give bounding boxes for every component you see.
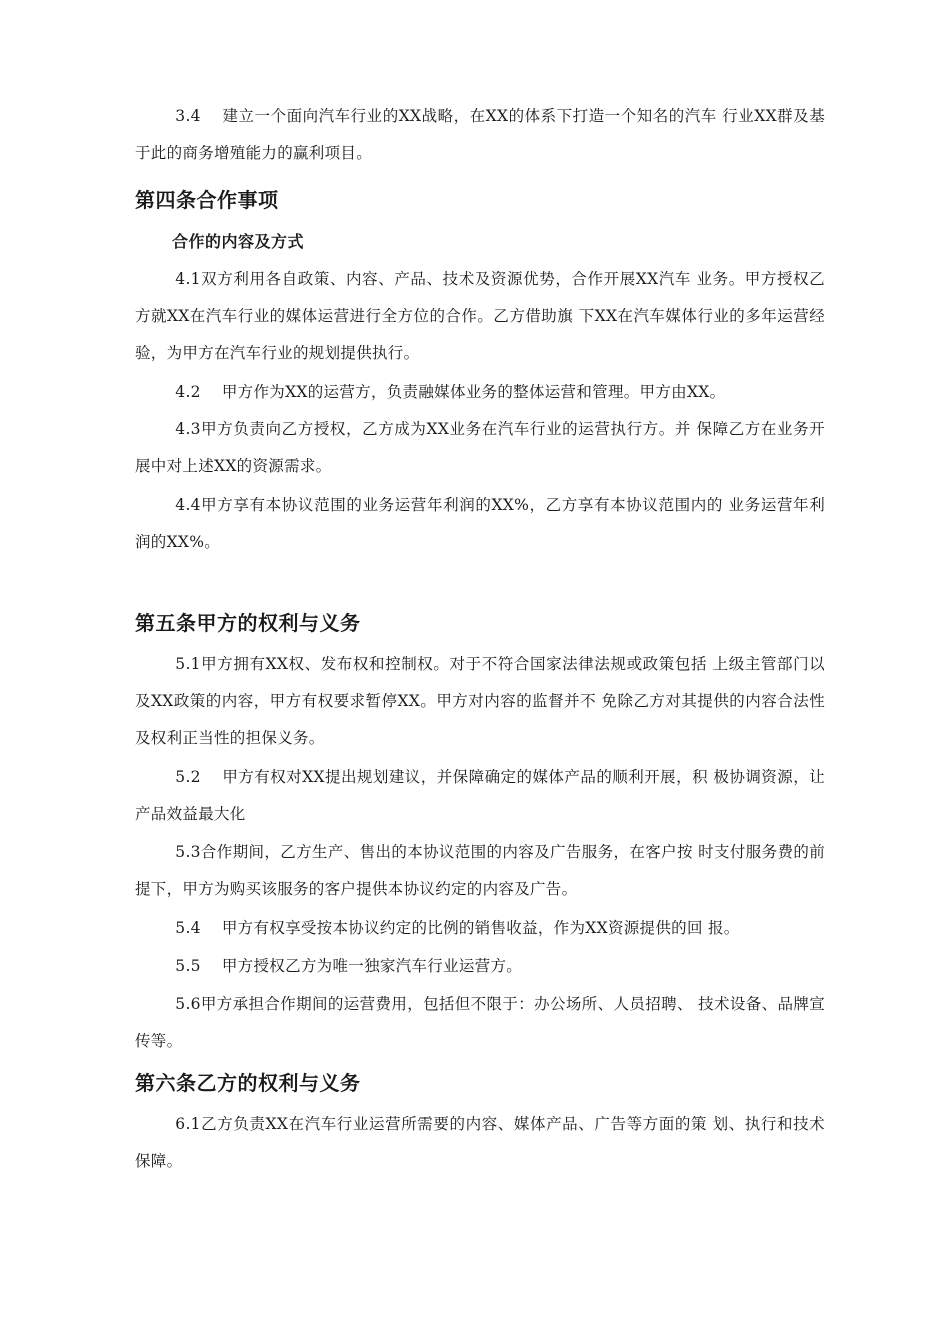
section-6-title: 第六条乙方的权利与义务 xyxy=(135,1071,361,1095)
clause-5-6: 5.6甲方承担合作期间的运营费用，包括但不限于：办公场所、人员招聘、 技术设备、品牌宣传等。 xyxy=(135,995,825,1050)
clause-4-3: 4.3甲方负责向乙方授权，乙方成为XX业务在汽车行业的运营执行方。并 保障乙方在业务开展中对上述XX的资源需求。 xyxy=(135,420,825,475)
clause-5-3: 5.3合作期间，乙方生产、售出的本协议范围的内容及广告服务，在客户按 时支付服务费的前提下，甲方为购买该服务的客户提供本协议约定的内容及广告。 xyxy=(135,843,825,898)
clause-5-2: 5.2 甲方有权对XX提出规划建议，并保障确定的媒体产品的顺利开展，积 极协调资源，让产品效益最大化 xyxy=(135,768,825,823)
section-4-title: 第四条合作事项 xyxy=(135,188,279,212)
clause-4-4: 4.4甲方享有本协议范围的业务运营年利润的XX%，乙方享有本协议范围内的 业务运营年利润的XX%。 xyxy=(135,496,825,551)
clause-4-1: 4.1双方利用各自政策、内容、产品、技术及资源优势，合作开展XX汽车 业务。甲方授权乙方就XX在汽车行业的媒体运营进行全方位的合作。乙方借助旗 下XX在汽车媒体行业的多年运营经验，为甲方在汽车行业的规划提供执行。 xyxy=(135,270,825,362)
clause-6-1: 6.1乙方负责XX在汽车行业运营所需要的内容、媒体产品、广告等方面的策 划、执行和技术保障。 xyxy=(135,1115,825,1170)
clause-4-2: 4.2 甲方作为XX的运营方，负责融媒体业务的整体运营和管理。甲方由XX。 xyxy=(175,383,726,401)
clause-5-5: 5.5 甲方授权乙方为唯一独家汽车行业运营方。 xyxy=(175,957,523,975)
clause-5-1: 5.1甲方拥有XX权、发布权和控制权。对于不符合国家法律法规或政策包括 上级主管部门以及XX政策的内容，甲方有权要求暂停XX。甲方对内容的监督并不 免除乙方对其提供的内容合法性及权利正当性的担保义务。 xyxy=(135,655,825,747)
section-5-title: 第五条甲方的权利与义务 xyxy=(135,611,361,635)
section-4-subtitle: 合作的内容及方式 xyxy=(172,232,305,251)
clause-3-4: 3.4 建立一个面向汽车行业的XX战略，在XX的体系下打造一个知名的汽车 行业XX群及基于此的商务增殖能力的赢利项目。 xyxy=(135,107,825,162)
clause-5-4: 5.4 甲方有权享受按本协议约定的比例的销售收益，作为XX资源提供的回 报。 xyxy=(175,919,740,937)
